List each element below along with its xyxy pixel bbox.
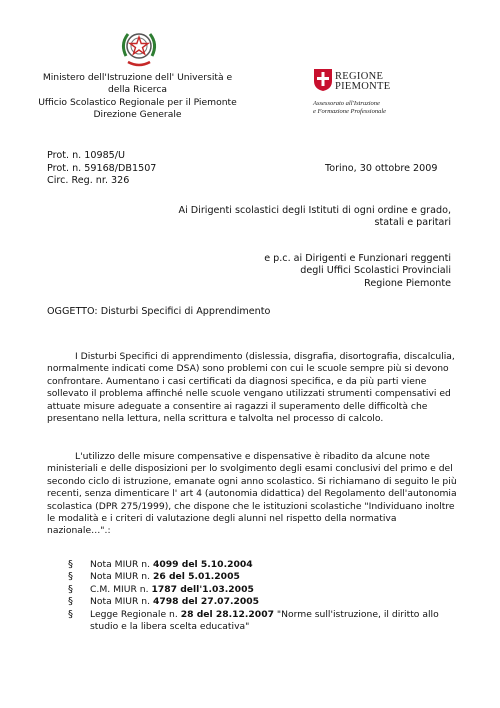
- references-list: [68, 559, 463, 633]
- reference-number: 4099 del 5.10.2004: [152, 559, 253, 570]
- ministry-line: Ministero dell'Istruzione dell' Università e: [42, 72, 233, 83]
- recipient-cc-line: degli Uffici Scolastici Provinciali: [300, 265, 451, 277]
- paragraph-text: I Disturbi Specifici di apprendimento (dislessia, disgrafia, disortografia, discalculia, normalmente indicati come DSA) sono problemi con cui le scuole sempre più si devono confrontare. Aumentano i casi certificati da diagnosi specifica, e da più parti viene sollevato il problema affinché nelle scuole vengano utilizzati strumenti compensativi ed attuate misure adeguate a consentire ai ragazzi il superamento delle difficoltà che presentano nella lettura, nella scrittura e talvolta nel processo di calcolo.: [47, 351, 455, 425]
- section-bullet-icon: §: [68, 596, 73, 608]
- protocol-line: Prot. n. 59168/DB1507: [47, 162, 157, 174]
- recipient-line: Ai Dirigenti scolastici degli Istituti di ogni ordine e grado,: [178, 205, 451, 216]
- section-bullet-icon: §: [68, 571, 73, 583]
- section-bullet-icon: §: [68, 583, 73, 595]
- reference-prefix: C.M. MIUR n.: [90, 583, 149, 595]
- list-item: [68, 571, 463, 583]
- reference-prefix: Legge Regionale n.: [90, 608, 178, 620]
- recipients-cc: [264, 253, 451, 290]
- subject-line: OGGETTO: Disturbi Specifici di Apprendimento: [47, 306, 271, 317]
- republic-emblem-icon: [118, 26, 160, 70]
- body-paragraph: [47, 451, 459, 538]
- recipient-cc-line: e p.c. ai Dirigenti e Funzionari reggenti: [264, 253, 451, 264]
- recipient-cc-line: Regione Piemonte: [364, 277, 451, 289]
- ministry-header: [30, 72, 245, 122]
- list-item: [68, 609, 463, 634]
- body-paragraph: [47, 351, 459, 425]
- letter-date: Torino, 30 ottobre 2009: [325, 163, 438, 174]
- section-bullet-icon: §: [68, 608, 73, 620]
- protocol-line: Prot. n. 10985/U: [47, 150, 126, 161]
- reference-prefix: Nota MIUR n.: [90, 571, 151, 583]
- reference-prefix: Nota MIUR n.: [90, 596, 151, 608]
- list-item: [68, 596, 463, 608]
- list-item: [68, 584, 463, 596]
- paragraph-text: L'utilizzo delle misure compensative e dispensative è ribadito da alcune note ministeriali e delle disposizioni per lo svolgimento degli esami conclusivi del primo e del secondo ciclo di istruzione, emanate ogni anno scolastico. Si richiamano di seguito le più recenti, senza dimenticare l' art 4 (autonomia didattica) del Regolamento dell'autonomia scolastica (DPR 275/1999), che dispone che le istituzioni scolastiche "Individuano inoltre le modalità e i criteri di valutazione degli alunni nel rispetto della normativa nazionale…".:: [47, 451, 457, 537]
- regione-shield-icon: [313, 68, 333, 92]
- protocol-block: [47, 150, 156, 188]
- reference-number: 26 del 5.01.2005: [152, 571, 240, 583]
- regione-name-line: PIEMONTE: [335, 81, 391, 92]
- list-item: [68, 559, 463, 571]
- reference-number: 1787 dell'1.03.2005: [151, 583, 254, 595]
- ministry-line: Direzione Generale: [93, 109, 182, 121]
- assessorato-line: Assessorato all'Istruzione: [313, 100, 380, 107]
- ministry-line: della Ricerca: [107, 84, 168, 96]
- regione-name-line: REGIONE: [335, 71, 384, 82]
- recipient-line: statali e paritari: [374, 217, 451, 229]
- reference-title: "Norme sull'istruzione, il diritto allo studio e la libera scelta educativa": [90, 608, 439, 633]
- regione-piemonte-logo: [313, 66, 443, 126]
- reference-number: 28 del 28.12.2007: [180, 608, 274, 620]
- reference-number: 4798 del 27.07.2005: [152, 596, 260, 608]
- section-bullet-icon: §: [68, 559, 73, 570]
- assessorato-line: e Formazione Professionale: [313, 108, 387, 115]
- protocol-line: Circ. Reg. nr. 326: [47, 175, 130, 187]
- ministry-line: Ufficio Scolastico Regionale per il Piemonte: [38, 96, 237, 108]
- recipients-primary: [179, 205, 452, 230]
- reference-prefix: Nota MIUR n.: [90, 559, 151, 570]
